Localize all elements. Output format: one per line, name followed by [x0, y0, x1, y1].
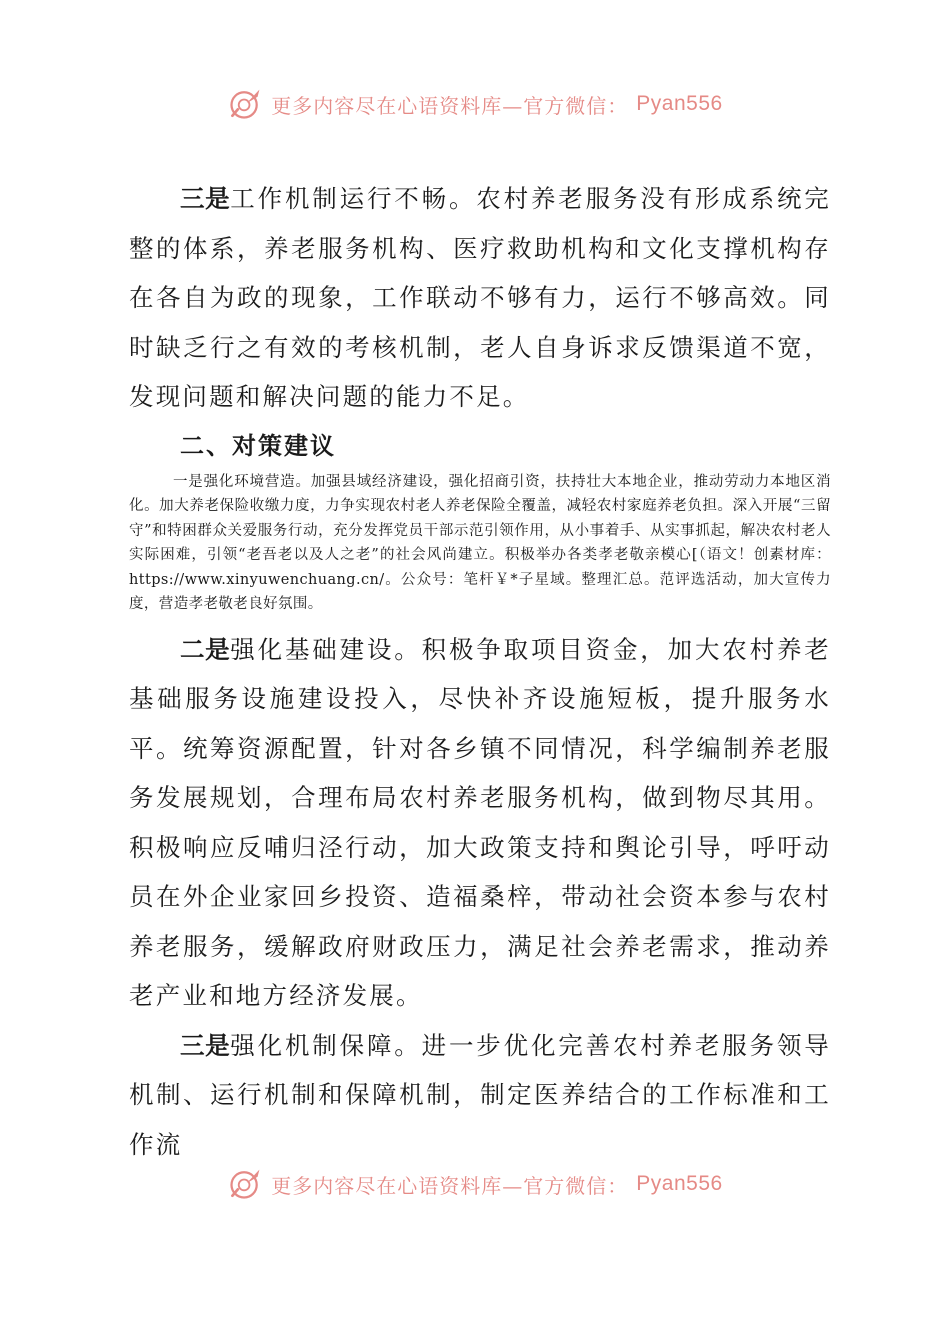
banner-wechat-id: Pyan556 — [636, 92, 723, 115]
header-banner — [0, 82, 950, 126]
footer-banner — [0, 1162, 950, 1206]
paragraph-environment: 一是强化环境营造。加强县域经济建设，强化招商引资，扶持壮大本地企业，推动劳动力本地区消化。加大养老保险收缴力度，力争实现农村老人养老保险全覆盖，减轻农村家庭养老负担。深入开展“三留守”和特困群众关爱服务行动，充分发挥党员干部示范引领作用，从小事着手、从实事抓起，解决农村老人实际困难，引领“老吾老以及人之老”的社会风尚建立。积极举办各类孝老敬亲模心[（语文！创素材库：https://www.xinyuwenchuang.cn/。公众号：笔杆￥*子星域。整理汇总。范评选活动，加大宣传力度，营造孝老敬老良好氛围。 — [129, 473, 831, 612]
quill-pen-circle-icon — [227, 1166, 263, 1202]
banner-wechat-id: Pyan556 — [636, 1172, 723, 1195]
paragraph-mechanism-guarantee — [129, 1021, 831, 1170]
section-heading: 二、对策建议 — [180, 431, 336, 460]
paragraph-text: 强化基础建设。积极争取项目资金，加大农村养老基础服务设施建设投入，尽快补齐设施短板，提升服务水平。统筹资源配置，针对各乡镇不同情况，科学编制养老服务发展规划，合理布局农村养老服务机构，做到物尽其用。积极响应反哺归泾行动，加大政策支持和舆论引导，呼吁动员在外企业家回乡投资、造福桑梓，带动社会资本参与农村养老服务，缓解政府财政压力，满足社会养老需求，推动养老产业和地方经济发展。 — [129, 634, 832, 1010]
paragraph-lead: 三是 — [180, 184, 231, 213]
document-body — [129, 174, 831, 1169]
paragraph-lead: 三是 — [180, 1030, 231, 1060]
paragraph-infrastructure — [129, 625, 831, 1021]
paragraph-text: 强化机制保障。进一步优化完善农村养老服务领导机制、运行机制和保障机制，制定医养结合的工作标准和工作流 — [129, 1030, 832, 1159]
quill-pen-circle-icon — [227, 86, 263, 122]
paragraph-lead: 二是 — [180, 634, 231, 664]
banner-text: 更多内容尽在心语资料库—官方微信： — [271, 1173, 629, 1198]
banner-text: 更多内容尽在心语资料库—官方微信： — [271, 93, 629, 118]
paragraph-text: 工作机制运行不畅。农村养老服务没有形成系统完整的体系，养老服务机构、医疗救助机构和文化支撑机构存在各自为政的现象，工作联动不够有力，运行不够高效。同时缺乏行之有效的考核机制，老人自身诉求反馈渠道不宽，发现问题和解决问题的能力不足。 — [129, 184, 832, 411]
paragraph-mechanism-problem — [129, 174, 831, 422]
